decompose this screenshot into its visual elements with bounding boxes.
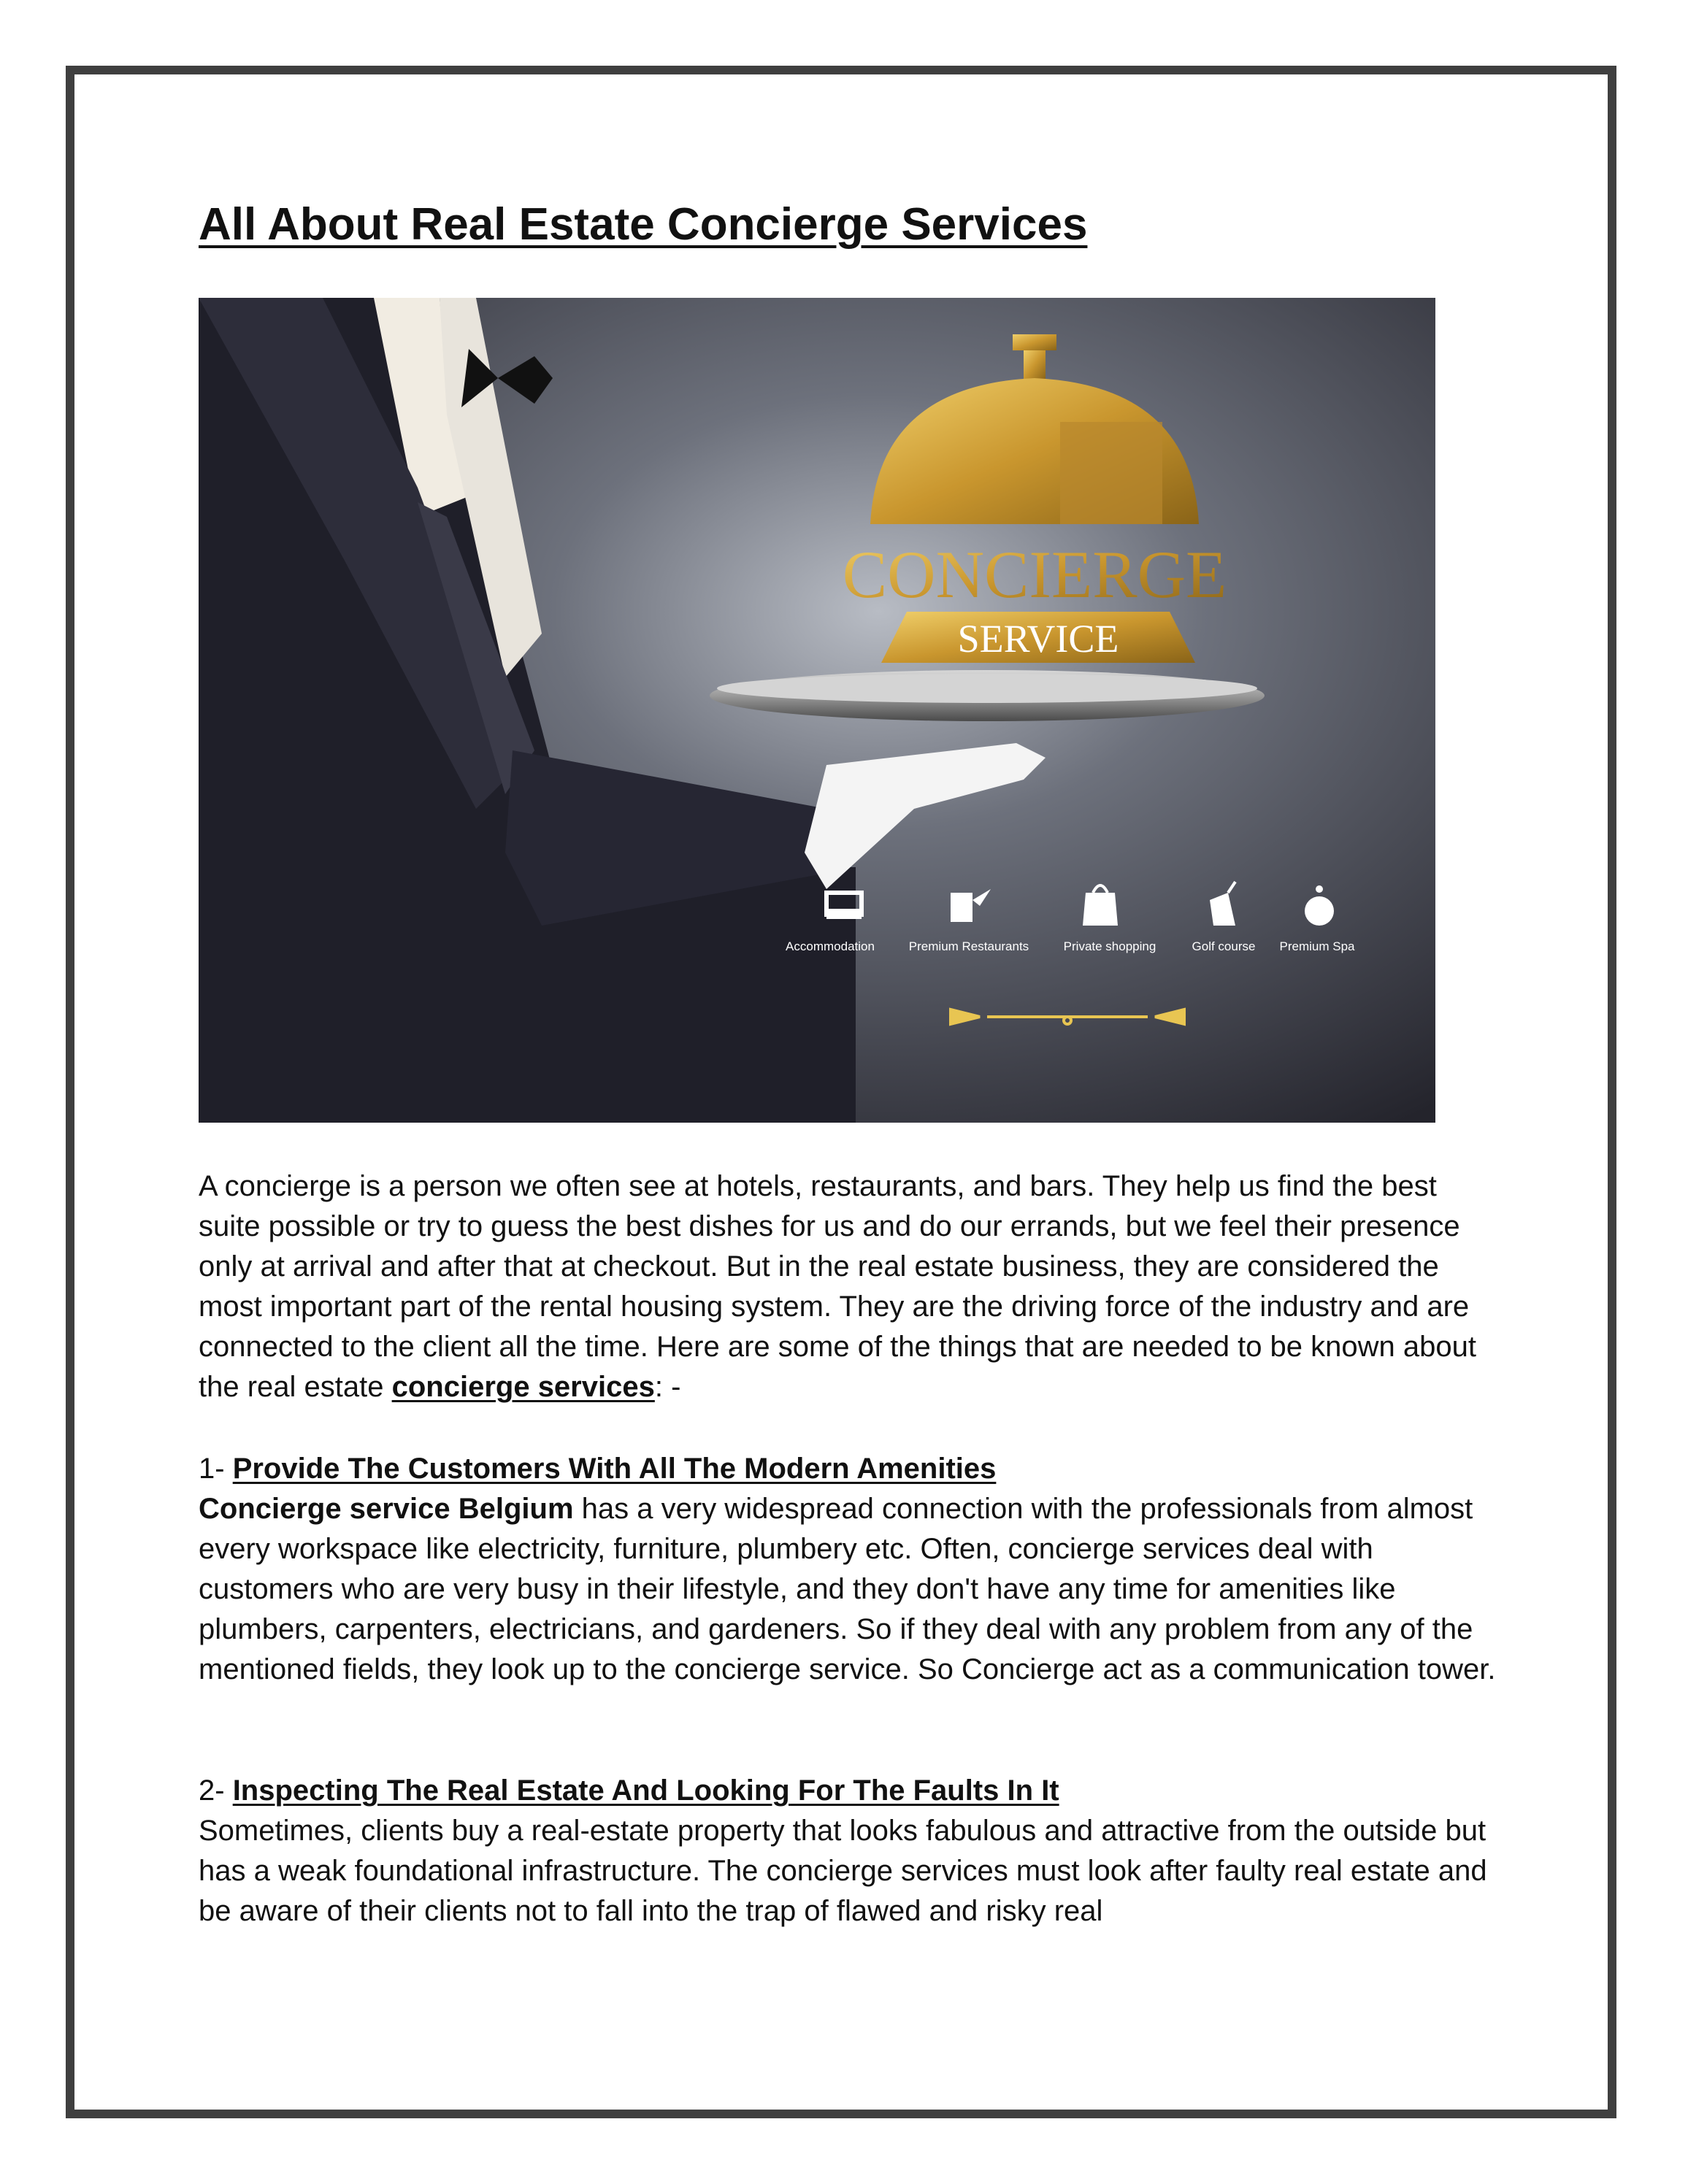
section-heading: Inspecting The Real Estate And Looking For The Faults In It [232,1774,1059,1807]
section-lead: Concierge service Belgium [199,1493,574,1525]
section-body: has a very widespread connection with the professionals from almost every workspace like electricity, furniture, plumbery etc. Often, concierge services deal with customers who are very busy in their lifestyle, and they don't have any time for amenities like plumbers, carpenters, electricians, and gardeners. So if they deal with any problem from any of the mentioned fields, they look up to the concierge service. So Concierge act as a communication tower. [199,1493,1496,1685]
section-heading: Provide The Customers With All The Modern Amenities [232,1453,997,1485]
section-number: 2- [199,1774,233,1807]
section-2 [199,1771,1505,1931]
icon-label: Premium Restaurants [908,939,1029,953]
icon-label: Premium Spa [1279,939,1355,953]
section-1 [199,1449,1505,1690]
icon-label: Golf course [1192,939,1256,953]
intro-text: A concierge is a person we often see at hotels, restaurants, and bars. They help us find the best suite possible or try to guess the best dishes for us and do our errands, but we feel their presence only at arrival and after that at checkout. But in the real estate business, they are considered the most important part of the rental housing system. They are the driving force of the industry and are connected to the client all the time. Here are some of the things that are needed to be known about the real estate [199,1170,1476,1403]
intro-suffix: : - [654,1371,681,1403]
icon-label: Private shopping [1063,939,1156,953]
page-title: All About Real Estate Concierge Services [199,199,1088,250]
logo-line2: SERVICE [957,617,1119,661]
intro-paragraph [199,1166,1505,1407]
concierge-services-link[interactable]: concierge services [391,1371,655,1403]
hero-image [199,298,1435,1123]
icon-label: Accommodation [786,939,875,953]
section-number: 1- [199,1453,233,1485]
section-body: Sometimes, clients buy a real-estate property that looks fabulous and attractive from the outside but has a weak foundational infrastructure. The concierge services must look after faulty real estate and be aware of their clients not to fall into the trap of flawed and risky real [199,1815,1487,1927]
logo-line1: CONCIERGE [842,537,1227,612]
